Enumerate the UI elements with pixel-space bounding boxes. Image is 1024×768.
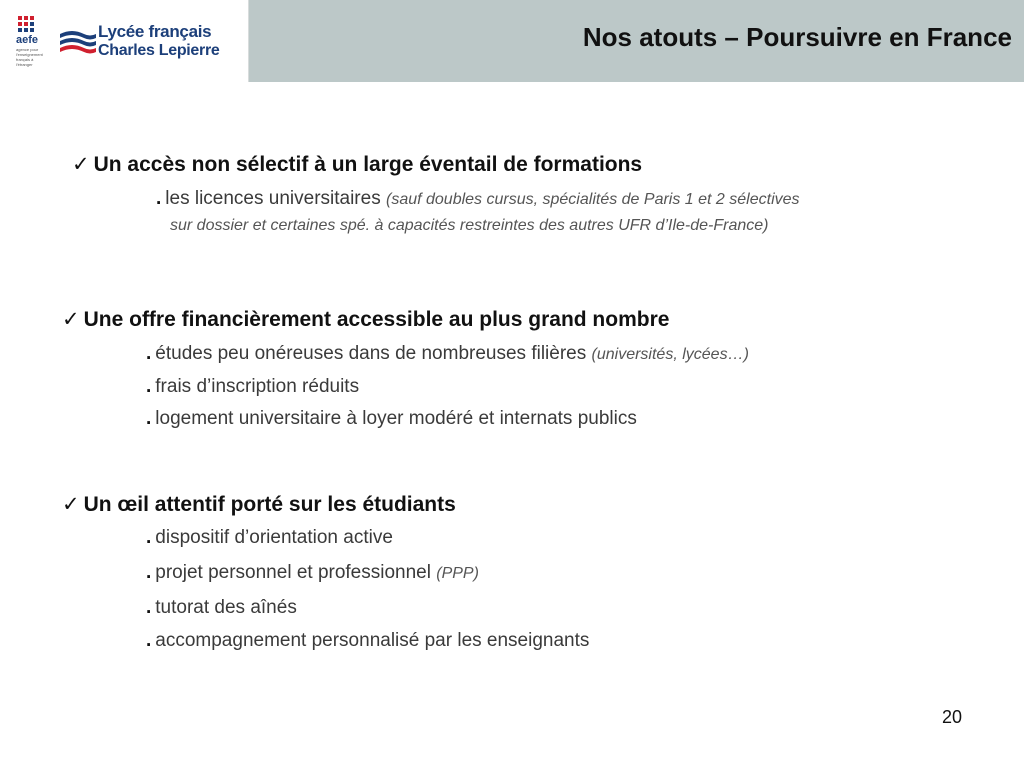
checkmark-icon: ✓ <box>72 153 90 176</box>
school-name-line2: Charles Lepierre <box>98 42 220 59</box>
section-heading-3 <box>62 492 456 517</box>
list-item <box>146 527 393 549</box>
item-text: études peu onéreuses dans de nombreuses filières <box>155 343 587 364</box>
bullet: . <box>146 408 152 429</box>
list-item <box>146 562 479 584</box>
item-text: frais d’inscription réduits <box>155 376 360 397</box>
slide-title: Nos atouts – Poursuivre en France <box>582 22 1012 52</box>
item-note: (PPP) <box>436 565 479 582</box>
bullet: . <box>146 562 152 583</box>
header-band <box>249 0 1024 82</box>
item-note: (universités, lycées…) <box>591 346 749 363</box>
checkmark-icon: ✓ <box>62 493 80 516</box>
section-heading-2 <box>62 307 669 332</box>
bullet: . <box>156 188 162 209</box>
item-text: dispositif d’orientation active <box>155 527 393 548</box>
school-logo-icon <box>58 28 98 54</box>
list-item <box>156 188 800 210</box>
item-text: accompagnement personnalisé par les enseignants <box>155 630 590 651</box>
item-text: logement universitaire à loyer modéré et internats publics <box>155 408 637 429</box>
bullet: . <box>146 597 152 618</box>
aefe-tagline: agence pour l'enseignement français à l'étranger <box>16 47 43 67</box>
bullet: . <box>146 376 152 397</box>
item-text: projet personnel et professionnel <box>155 562 431 583</box>
section-heading-text: Un accès non sélectif à un large éventail de formations <box>93 153 643 176</box>
list-item <box>146 630 589 652</box>
item-note: (sauf doubles cursus, spécialités de Paris 1 et 2 sélectives <box>385 191 800 208</box>
bullet: . <box>146 343 152 364</box>
aefe-wordmark: aefe <box>16 34 39 46</box>
checkmark-icon: ✓ <box>62 308 80 331</box>
school-name-line1: Lycée français <box>98 22 212 41</box>
list-item <box>146 597 297 619</box>
item-text: les licences universitaires <box>165 188 381 209</box>
bullet: . <box>146 527 152 548</box>
section-heading-1 <box>72 152 642 177</box>
list-item <box>146 376 359 398</box>
item-text: tutorat des aînés <box>155 597 297 618</box>
item-note-continuation: sur dossier et certaines spé. à capacités restreintes des autres UFR d’Ile-de-France) <box>170 217 769 234</box>
list-item <box>146 408 637 430</box>
bullet: . <box>146 630 152 651</box>
list-item <box>146 343 749 365</box>
section-heading-text: Un œil attentif porté sur les étudiants <box>83 493 456 516</box>
section-heading-text: Une offre financièrement accessible au plus grand nombre <box>83 308 670 331</box>
page-number: 20 <box>941 707 962 727</box>
logo-area <box>0 0 249 82</box>
